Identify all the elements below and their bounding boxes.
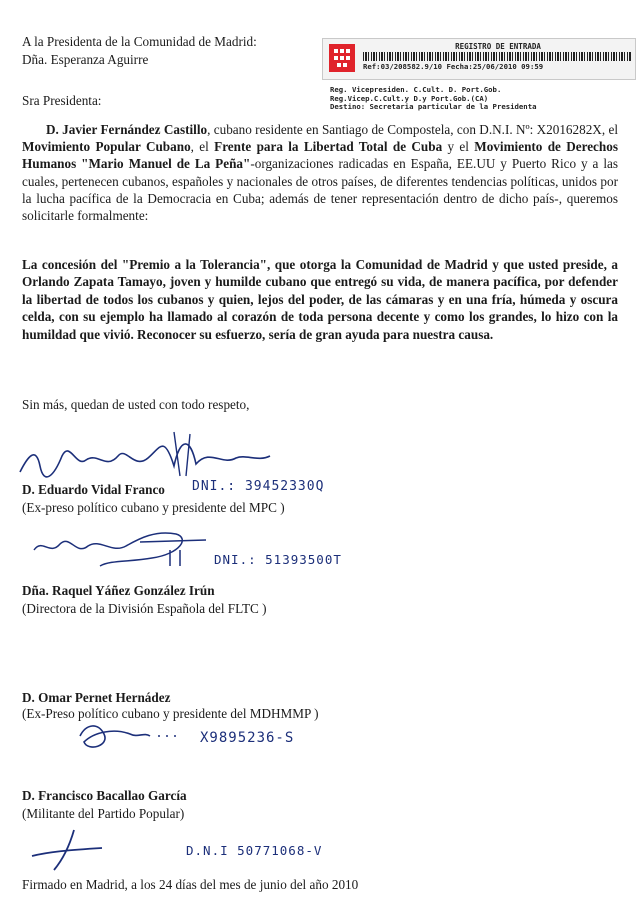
signatory-4-role: (Militante del Partido Popular): [22, 806, 185, 821]
body-paragraph-1: [22, 121, 618, 224]
barcode: [363, 52, 631, 61]
signing-place-date: Firmado en Madrid, a los 24 días del mes de junio del año 2010: [22, 877, 359, 892]
signatory-2-dni: DNI.: 51393500T: [214, 552, 342, 567]
signatory-2-role: (Directora de la División Española del FLTC ): [22, 601, 267, 616]
signature-4: [28, 826, 118, 876]
stamp-reg-1: Reg. Vicepresiden. C.Cult. D. Port.Gob.: [330, 85, 502, 94]
signatory-3-role: (Ex-Preso político cubano y presidente del MDHMMP ): [22, 706, 319, 721]
p1-text-1: , cubano residente en Santiago de Compostela, con D.N.I. Nº: X2016282X, el: [207, 122, 618, 137]
stamp-destino: Destino: Secretaria particular de la Presidenta: [330, 102, 537, 111]
greeting: Sra Presidenta:: [22, 93, 102, 108]
signatory-4-dni: D.N.I 50771068-V: [186, 843, 323, 858]
signatory-1-dni: DNI.: 39452330Q: [192, 479, 325, 494]
stamp-title: REGISTRO DE ENTRADA: [455, 42, 541, 51]
p1-text-2: , el: [190, 139, 215, 155]
org-mpc: Movimiento Popular Cubano: [22, 139, 191, 155]
p1-text-4: -organizaciones radicadas en España, EE.UU y Puerto Rico y a las cuales, pertenecen cubanos, españoles y nacionales de otros países, de diferentes tendencias políticas, unidos por la lucha pacífica de la Democracia en Cuba; además de tener representación dentro de dicho país-, queremos solicitarle formalmente:: [22, 156, 618, 224]
org-fltc: Frente para la Libertad Total de Cuba: [214, 139, 443, 155]
signature-3: [74, 712, 194, 758]
recipient-line-2: Dña. Esperanza Aguirre: [22, 52, 149, 67]
stamp-reg-2: Reg.Vicep.C.Cult.y D.y Port.Gob.(CA): [330, 94, 489, 103]
sender-name: D. Javier Fernández Castillo: [46, 122, 208, 137]
signature-2: [30, 520, 220, 574]
signatory-1-role: (Ex-preso político cubano y presidente del MPC ): [22, 500, 285, 515]
p1-text-3: y el: [442, 139, 475, 155]
org-mdhmmp: Movimiento de Derechos Humanos "Mario Manuel de La Peña": [22, 139, 618, 172]
signatory-4-name: D. Francisco Bacallao García: [22, 788, 187, 803]
registration-stamp: [322, 38, 640, 110]
closing-line: Sin más, quedan de usted con todo respeto,: [22, 397, 250, 412]
signatory-3-name: D. Omar Pernet Hernádez: [22, 690, 171, 705]
signatory-3-dni: X9895236-S: [200, 730, 295, 746]
stamp-box: [322, 38, 636, 80]
signatory-2-name: Dña. Raquel Yáñez González Irún: [22, 583, 215, 598]
body-paragraph-2: La concesión del "Premio a la Tolerancia", que otorga la Comunidad de Madrid y que usted preside, a Orlando Zapata Tamayo, joven y humilde cubano que entregó su vida, de manera pacífica, por defender la libertad de todos los cubanos y quien, lejos del poder, de las cámaras y en una fría, húmeda y oscura celda, con su ejemplo ha llamado al corazón de toda persona decente y como los grandes, lo hizo con la humildad que vivió. Reconocer su esfuerzo, sería de gran ayuda para nuestra causa.: [22, 257, 618, 342]
signatory-1-name: D. Eduardo Vidal Franco: [22, 482, 165, 497]
comunidad-madrid-logo: [329, 44, 355, 72]
recipient-line-1: A la Presidenta de la Comunidad de Madrid:: [22, 34, 257, 49]
stamp-reference: Ref:03/208582.9/10 Fecha:25/06/2010 09:59: [363, 62, 544, 71]
